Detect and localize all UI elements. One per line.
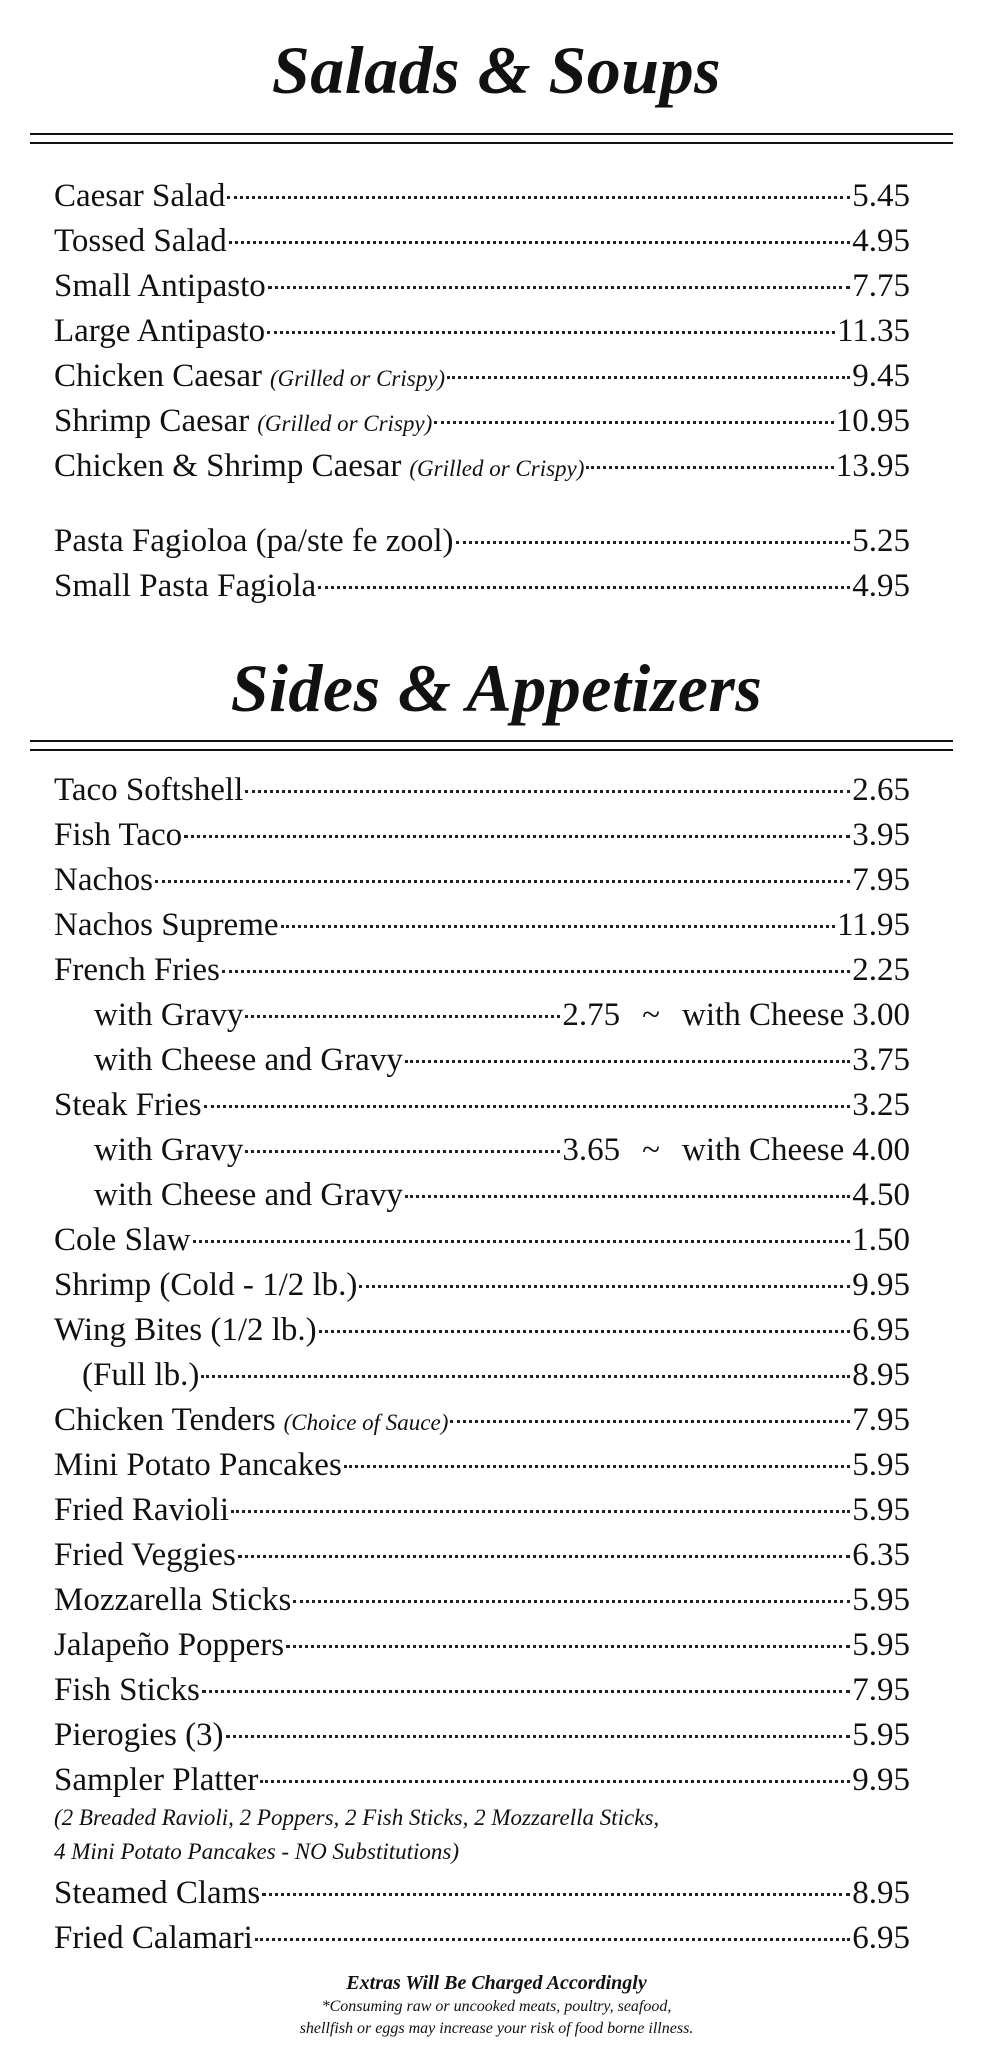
menu-item xyxy=(54,1871,910,1916)
dot-leader xyxy=(245,1015,560,1018)
menu-item xyxy=(54,1308,910,1353)
dot-leader xyxy=(450,1420,850,1423)
menu-item xyxy=(54,264,910,309)
item-price: 7.95 xyxy=(852,1672,910,1708)
dot-leader xyxy=(238,1555,850,1558)
item-price: 7.95 xyxy=(852,862,910,898)
consumption-warning: shellfish or eggs may increase your risk of food borne illness. xyxy=(299,2020,694,2037)
menu-item xyxy=(54,219,910,264)
menu-item xyxy=(54,444,910,489)
item-price: 5.25 xyxy=(852,523,910,559)
item-price: 2.65 xyxy=(852,772,910,808)
item-name: Taco Softshell xyxy=(54,772,244,808)
item-name: Nachos xyxy=(54,862,153,898)
menu-item xyxy=(54,1758,910,1803)
item-name-2: with Cheese xyxy=(682,997,845,1033)
item-price: 5.95 xyxy=(852,1492,910,1528)
item-price: 3.65 xyxy=(562,1132,621,1168)
menu-item xyxy=(54,948,910,993)
menu-item xyxy=(54,1533,910,1578)
item-note: (Grilled or Crispy) xyxy=(409,456,585,481)
dot-leader xyxy=(227,196,850,199)
consumption-warning: *Consuming raw or uncooked meats, poultry, seafood, xyxy=(321,1998,672,2015)
menu-footer xyxy=(0,1970,993,2040)
dot-leader xyxy=(456,541,851,544)
description-line: 4 Mini Potato Pancakes - NO Substitutions) xyxy=(54,1839,460,1864)
menu-item xyxy=(54,1713,910,1758)
menu-item xyxy=(54,1218,910,1263)
item-name: Mini Potato Pancakes xyxy=(54,1447,342,1483)
item-name: Fried Veggies xyxy=(54,1537,236,1573)
item-name: Pasta Fagioloa (pa/ste fe zool) xyxy=(54,523,454,559)
dot-leader xyxy=(222,970,850,973)
item-price: 3.75 xyxy=(852,1042,910,1078)
dot-leader xyxy=(245,1150,560,1153)
menu-item xyxy=(54,399,910,444)
dot-leader xyxy=(359,1285,850,1288)
item-price: 11.95 xyxy=(836,907,910,943)
dot-leader xyxy=(267,331,835,334)
menu-item xyxy=(54,1578,910,1623)
sides-appetizers-list xyxy=(54,768,910,1961)
item-name: with Cheese and Gravy xyxy=(94,1177,403,1213)
item-name: Nachos Supreme xyxy=(54,907,279,943)
item-price-2: 4.00 xyxy=(852,1132,910,1168)
double-rule xyxy=(30,133,953,144)
item-price: 9.95 xyxy=(852,1762,910,1798)
item-price: 3.25 xyxy=(852,1087,910,1123)
item-note: (Choice of Sauce) xyxy=(283,1410,449,1435)
item-price: 9.45 xyxy=(852,358,910,394)
item-price: 7.75 xyxy=(852,268,910,304)
item-name: Shrimp (Cold - 1/2 lb.) xyxy=(54,1267,358,1303)
item-price: 5.45 xyxy=(852,178,910,214)
tilde-separator: ~ xyxy=(642,1132,661,1168)
dot-leader xyxy=(281,925,835,928)
item-note: (Grilled or Crispy) xyxy=(257,411,433,436)
dot-leader xyxy=(260,1780,850,1783)
menu-item xyxy=(54,1623,910,1668)
menu-subitem xyxy=(54,1038,910,1083)
item-price: 6.95 xyxy=(852,1920,910,1956)
menu-item xyxy=(54,1083,910,1128)
menu-item xyxy=(54,768,910,813)
dot-leader xyxy=(255,1938,850,1941)
item-price: 3.95 xyxy=(852,817,910,853)
dot-leader xyxy=(344,1465,850,1468)
menu-item xyxy=(54,1398,910,1443)
dot-leader xyxy=(286,1645,850,1648)
dot-leader xyxy=(201,1375,850,1378)
item-price: 10.95 xyxy=(835,403,910,439)
sides-appetizers-header xyxy=(0,650,993,726)
item-name: Fried Calamari xyxy=(54,1920,253,1956)
tilde-separator: ~ xyxy=(642,997,661,1033)
item-name: Sampler Platter xyxy=(54,1762,259,1798)
item-name: Large Antipasto xyxy=(54,313,266,349)
dot-leader xyxy=(193,1240,851,1243)
menu-subitem xyxy=(54,1353,910,1398)
item-note: (Grilled or Crispy) xyxy=(270,366,446,391)
item-name: French Fries xyxy=(54,952,220,988)
menu-item xyxy=(54,309,910,354)
dot-leader xyxy=(204,1105,851,1108)
item-price: 6.95 xyxy=(852,1312,910,1348)
section-title: Salads & Soups xyxy=(271,32,722,108)
menu-item xyxy=(54,858,910,903)
item-name: Fried Ravioli xyxy=(54,1492,230,1528)
dot-leader xyxy=(268,286,850,289)
dot-leader xyxy=(293,1600,850,1603)
dot-leader xyxy=(405,1060,850,1063)
dot-leader xyxy=(262,1893,850,1896)
item-name-2: with Cheese xyxy=(682,1132,845,1168)
item-price: 5.95 xyxy=(852,1447,910,1483)
dot-leader xyxy=(155,880,850,883)
item-name: Shrimp Caesar xyxy=(54,403,250,439)
item-name: Chicken Tenders xyxy=(54,1402,276,1438)
item-description xyxy=(54,1801,910,1869)
item-price: 1.50 xyxy=(852,1222,910,1258)
menu-item xyxy=(54,903,910,948)
item-name: with Cheese and Gravy xyxy=(94,1042,403,1078)
menu-item xyxy=(54,1263,910,1308)
menu-item xyxy=(54,1488,910,1533)
menu-subitem xyxy=(54,1128,910,1173)
item-price: 2.25 xyxy=(852,952,910,988)
menu-item xyxy=(54,1916,910,1961)
item-price: 13.95 xyxy=(835,448,910,484)
item-price: 11.35 xyxy=(836,313,910,349)
item-name: (Full lb.) xyxy=(82,1357,200,1393)
double-rule xyxy=(30,740,953,751)
item-price: 5.95 xyxy=(852,1717,910,1753)
item-price: 9.95 xyxy=(852,1267,910,1303)
item-name: Wing Bites (1/2 lb.) xyxy=(54,1312,317,1348)
dot-leader xyxy=(184,835,850,838)
item-name: with Gravy xyxy=(94,997,244,1033)
menu-item xyxy=(54,813,910,858)
dot-leader xyxy=(245,790,850,793)
menu-subitem xyxy=(54,1173,910,1218)
dot-leader xyxy=(586,466,833,469)
menu-item xyxy=(54,1668,910,1713)
dot-leader xyxy=(202,1690,850,1693)
salads-soups-header xyxy=(0,32,993,108)
item-name: Fish Sticks xyxy=(54,1672,200,1708)
item-price: 8.95 xyxy=(852,1875,910,1911)
item-price: 4.50 xyxy=(852,1177,910,1213)
item-name: Caesar Salad xyxy=(54,178,226,214)
item-name: Chicken & Shrimp Caesar xyxy=(54,448,402,484)
item-price: 2.75 xyxy=(562,997,621,1033)
dot-leader xyxy=(318,586,850,589)
item-name: Cole Slaw xyxy=(54,1222,191,1258)
menu-item xyxy=(54,174,910,219)
description-line: (2 Breaded Ravioli, 2 Poppers, 2 Fish Sticks, 2 Mozzarella Sticks, xyxy=(54,1805,660,1830)
item-price: 4.95 xyxy=(852,223,910,259)
dot-leader xyxy=(226,1735,851,1738)
item-name: Pierogies (3) xyxy=(54,1717,224,1753)
dot-leader xyxy=(434,421,833,424)
dot-leader xyxy=(231,1510,850,1513)
item-price-2: 3.00 xyxy=(852,997,910,1033)
item-name: Mozzarella Sticks xyxy=(54,1582,292,1618)
item-name: Chicken Caesar xyxy=(54,358,263,394)
dot-leader xyxy=(229,241,850,244)
item-name: Small Pasta Fagiola xyxy=(54,568,317,604)
salads-soups-list xyxy=(54,174,910,609)
item-price: 4.95 xyxy=(852,568,910,604)
item-price: 5.95 xyxy=(852,1627,910,1663)
menu-item xyxy=(54,519,910,564)
item-name: Tossed Salad xyxy=(54,223,227,259)
item-name: Fish Taco xyxy=(54,817,183,853)
item-name: Jalapeño Poppers xyxy=(54,1627,285,1663)
dot-leader xyxy=(319,1330,851,1333)
menu-item xyxy=(54,354,910,399)
extras-notice: Extras Will Be Charged Accordingly xyxy=(346,1972,647,1994)
item-price: 5.95 xyxy=(852,1582,910,1618)
menu-subitem xyxy=(54,993,910,1038)
item-price: 7.95 xyxy=(852,1402,910,1438)
item-name: Steamed Clams xyxy=(54,1875,261,1911)
spacer xyxy=(54,489,910,519)
section-title: Sides & Appetizers xyxy=(230,650,763,726)
dot-leader xyxy=(447,376,850,379)
item-name: Small Antipasto xyxy=(54,268,266,304)
item-price: 6.35 xyxy=(852,1537,910,1573)
menu-item xyxy=(54,1443,910,1488)
item-price: 8.95 xyxy=(852,1357,910,1393)
item-name: with Gravy xyxy=(94,1132,244,1168)
item-name: Steak Fries xyxy=(54,1087,202,1123)
dot-leader xyxy=(405,1195,850,1198)
menu-item xyxy=(54,564,910,609)
